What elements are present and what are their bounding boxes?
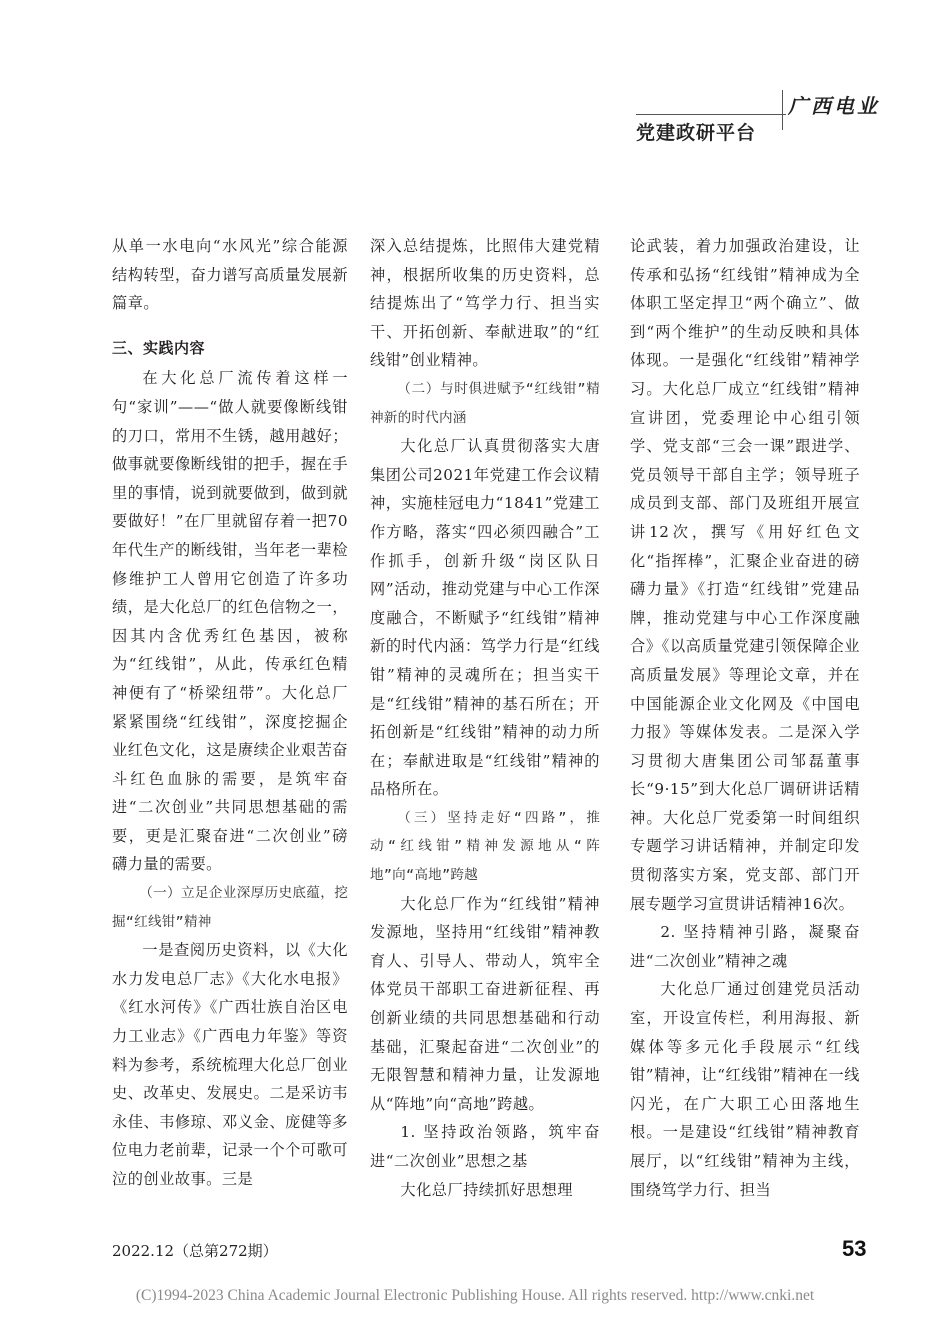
paragraph: 深入总结提炼，比照伟大建党精神，根据所收集的历史资料，总结提炼出了“笃学力行、担当实干、开拓创新、奉献进取”的“红线钳”创业精神。 [370, 237, 600, 370]
numbered-heading: 1. 坚持政治领路，筑牢奋进“二次创业”思想之基 [370, 1123, 600, 1170]
text-column-3 [630, 232, 860, 1204]
page-number: 53 [842, 1236, 867, 1261]
paragraph: 在大化总厂流传着这样一句“家训”——“做人就要像断线钳的刀口，常用不生锈，越用越好；做事就要像断线钳的把手，握在手里的事情，说到就要做到，做到就要做好！”在厂里就留存着一把70年代生产的断线钳，当年老一辈检修维护工人曾用它创造了许多功绩，是大化总厂的红色信物之一，因其内含优秀红色基因，被称为“红线钳”，从此，传承红色精神便有了“桥梁纽带”。大化总厂紧紧围绕“红线钳”，深度挖掘企业红色文化，这是赓续企业艰苦奋斗红色血脉的需要，是筑牢奋进“二次创业”共同思想基础的需要，更是汇聚奋进“二次创业”磅礴力量的需要。 [112, 369, 348, 874]
paragraph: 大化总厂认真贯彻落实大唐集团公司2021年党建工作会议精神，实施桂冠电力“1841”党建工作方略，落实“四必须四融合”工作抓手，创新升级“岗区队日网”活动，推动党建与中心工作深度融合，不断赋予“红线钳”精神新的时代内涵：笃学力行是“红线钳”精神的灵魂所在；担当实干是“红线钳”精神的基石所在；开拓创新是“红线钳”精神的动力所在；奉献进取是“红线钳”精神的品格所在。 [370, 437, 600, 799]
header-divider [636, 114, 786, 115]
paragraph: 大化总厂通过创建党员活动室，开设宣传栏，利用海报、新媒体等多元化手段展示“红线钳”精神，让“红线钳”精神在一线闪光，在广大职工心田落地生根。一是建设“红线钳”精神教育展厅，以“红线钳”精神为主线，围绕笃学力行、担当 [630, 980, 860, 1199]
paragraph: 大化总厂作为“红线钳”精神发源地，坚持用“红线钳”精神教育人、引导人、带动人，筑牢全体党员干部职工奋进新征程、再创新业绩的共同思想基础和行动基础，汇聚起奋进“二次创业”的无限智慧和精神力量，让发源地从“阵地”向“高地”跨越。 [370, 894, 600, 1113]
subsection-heading: （二）与时俱进赋予“红线钳”精神新的时代内涵 [370, 380, 600, 426]
issue-info: 2022.12（总第272期） [112, 1242, 278, 1260]
paragraph: 一是查阅历史资料，以《大化水力发电总厂志》《大化水电报》《红水河传》《广西壮族自治区电力工业志》《广西电力年鉴》等资料为参考，系统梳理大化总厂创业史、改革史、发展史。二是采访韦永佳、韦修琼、邓义金、庞健等多位电力老前辈，记录一个个可歌可泣的创业故事。三是 [112, 941, 348, 1188]
numbered-heading: 2. 坚持精神引路，凝聚奋进“二次创业”精神之魂 [630, 923, 860, 970]
subsection-heading: （一）立足企业深厚历史底蕴，挖掘“红线钳”精神 [112, 885, 348, 930]
page-header [636, 84, 880, 144]
text-column-1 [112, 232, 348, 1194]
subsection-heading: （三）坚持走好“四路”，推动“红线钳”精神发源地从“阵地”向“高地”跨越 [370, 809, 600, 884]
section-heading: 三、实践内容 [112, 338, 206, 357]
paragraph: 大化总厂持续抓好思想理 [400, 1180, 573, 1199]
header-divider-vertical [782, 90, 783, 130]
column-title: 党建政研平台 [636, 122, 757, 144]
paragraph: 从单一水电向“水风光”综合能源结构转型，奋力谱写高质量发展新篇章。 [112, 237, 348, 313]
copyright-notice: (C)1994-2023 China Academic Journal Electronic Publishing House. All rights reserved. http://www.cnki.net [135, 1287, 815, 1304]
paragraph: 论武装，着力加强政治建设，让传承和弘扬“红线钳”精神成为全体职工坚定捍卫“两个确立”、做到“两个维护”的生动反映和具体体现。一是强化“红线钳”精神学习。大化总厂成立“红线钳”精神宣讲团，党委理论中心组引领学、党支部“三会一课”跟进学、党员领导干部自主学；领导班子成员到支部、部门及班组开展宣讲12次，撰写《用好红色文化“指挥棒”，汇聚企业奋进的磅礴力量》《打造“红线钳”党建品牌，推动党建与中心工作深度融合》《以高质量党建引领保障企业高质量发展》等理论文章，并在中国能源企业文化网及《中国电力报》等媒体发表。二是深入学习贯彻大唐集团公司邹磊董事长“9·15”到大化总厂调研讲话精神。大化总厂党委第一时间组织专题学习讲话精神，并制定印发贯彻落实方案，党支部、部门开展专题学习宣贯讲话精神16次。 [630, 237, 860, 913]
text-column-2 [370, 232, 600, 1204]
brand-logo: 广西电业 [788, 94, 880, 118]
